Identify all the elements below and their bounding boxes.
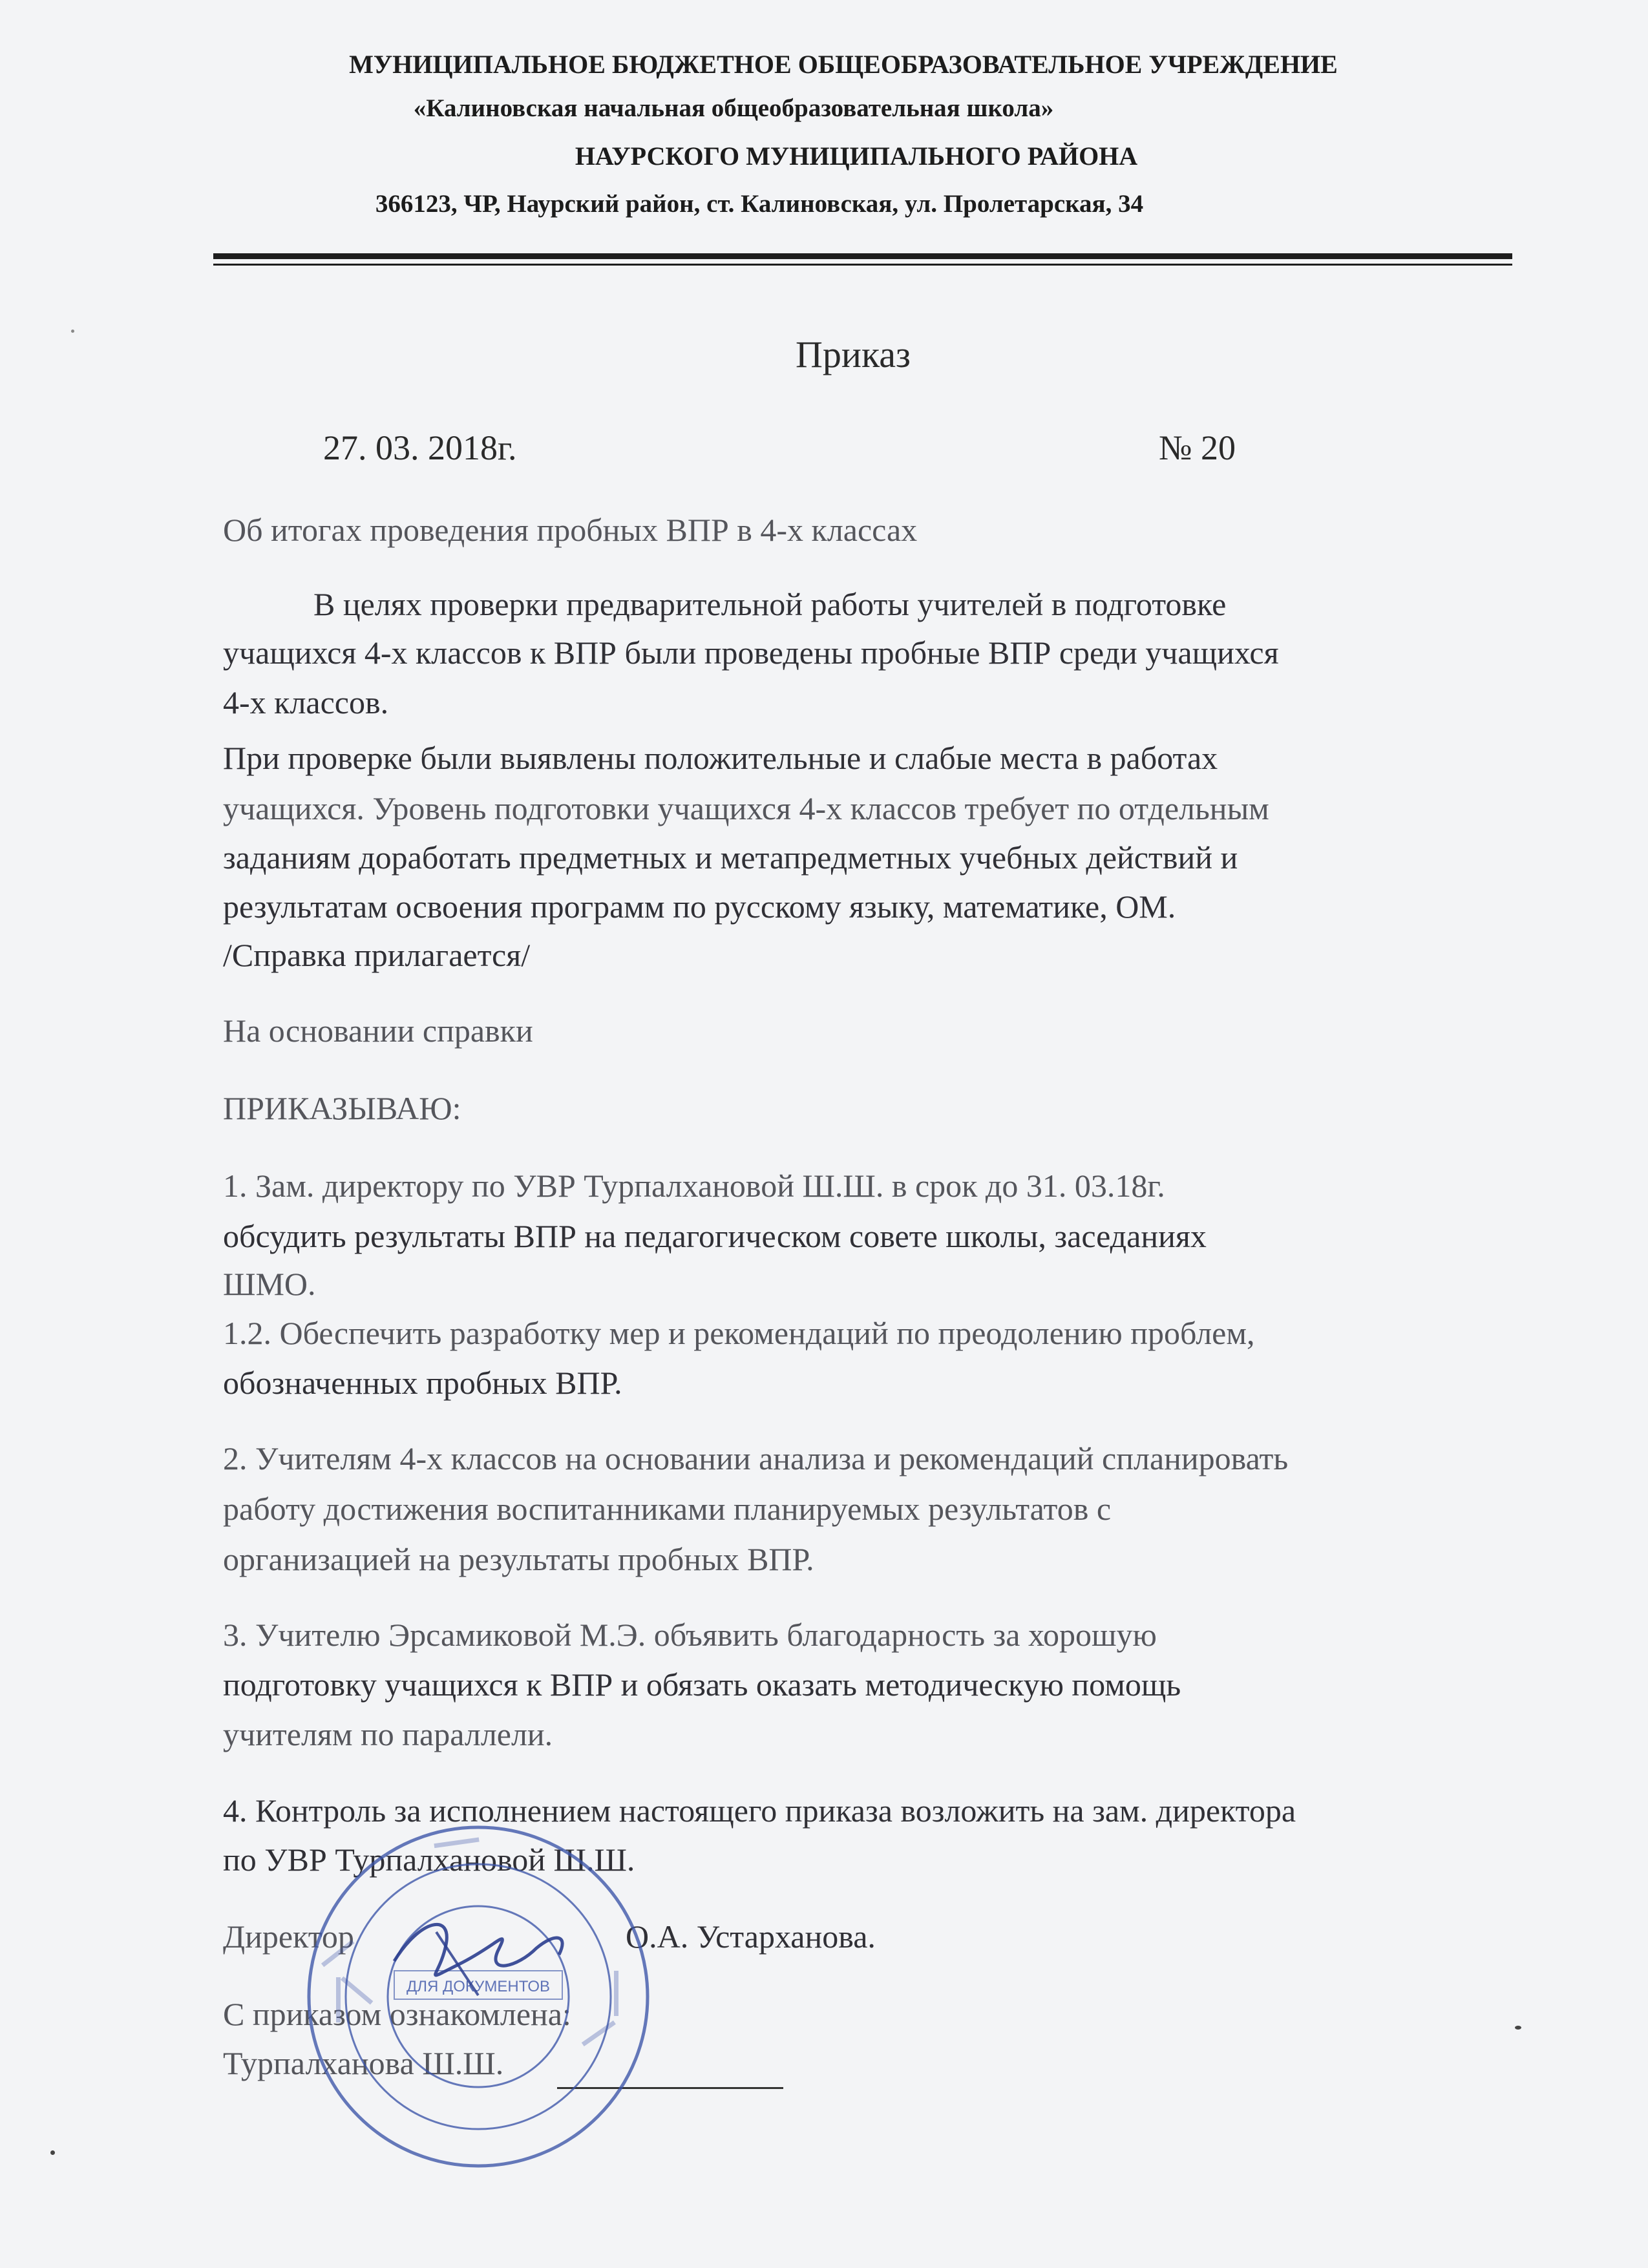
order-subject: Об итогах проведения пробных ВПР в 4-х классах bbox=[223, 512, 918, 548]
item-3-line-1: 3. Учителю Эрсамиковой М.Э. объявить благодарность за хорошую bbox=[223, 1617, 1157, 1653]
director-name: О.А. Устарханова. bbox=[626, 1918, 876, 1955]
body-paragraph-1-line-2: учащихся 4-х классов к ВПР были проведены пробные ВПР среди учащихся bbox=[223, 635, 1279, 671]
item-1-line-2: обсудить результаты ВПР на педагогическом совете школы, заседаниях bbox=[223, 1218, 1207, 1254]
stamp-center-text: ДЛЯ ДОКУМЕНТОВ bbox=[406, 1978, 551, 1995]
acquainted-name: Турпалханова Ш.Ш. bbox=[223, 2045, 504, 2081]
item-1-2-line-2: обозначенных пробных ВПР. bbox=[223, 1365, 622, 1401]
acquainted-label: С приказом ознакомлена: bbox=[223, 1996, 571, 2032]
item-3-line-2: подготовку учащихся к ВПР и обязать оказать методическую помощь bbox=[223, 1666, 1181, 1703]
body-paragraph-2-line-1: При проверке были выявлены положительные и слабые места в работах bbox=[223, 740, 1218, 776]
school-stamp bbox=[304, 1822, 653, 2171]
order-word: ПРИКАЗЫВАЮ: bbox=[223, 1090, 461, 1126]
header-line-2: «Калиновская начальная общеобразовательная школа» bbox=[413, 94, 1054, 122]
item-1-line-1: 1. Зам. директору по УВР Турпалхановой Ш.Ш. в срок до 31. 03.18г. bbox=[223, 1168, 1165, 1204]
item-3-line-3: учителям по параллели. bbox=[223, 1716, 553, 1752]
header-rule-thick bbox=[213, 253, 1512, 259]
body-paragraph-1-line-1: В целях проверки предварительной работы учителей в подготовке bbox=[313, 586, 1227, 622]
body-paragraph-2-line-2: учащихся. Уровень подготовки учащихся 4-х классов требует по отдельным bbox=[223, 790, 1269, 826]
body-paragraph-2-line-3: заданиям доработать предметных и метапредметных учебных действий и bbox=[223, 839, 1238, 876]
scan-speck bbox=[71, 330, 74, 333]
item-1-line-3: ШМО. bbox=[223, 1266, 316, 1302]
director-label: Директор bbox=[223, 1918, 354, 1955]
header-rule-thin bbox=[213, 264, 1512, 266]
body-attachment-note: /Справка прилагается/ bbox=[223, 937, 531, 973]
header-line-1: МУНИЦИПАЛЬНОЕ БЮДЖЕТНОЕ ОБЩЕОБРАЗОВАТЕЛЬНОЕ УЧРЕЖДЕНИЕ bbox=[349, 50, 1338, 79]
item-1-2-line-1: 1.2. Обеспечить разработку мер и рекомендаций по преодолению проблем, bbox=[223, 1315, 1255, 1351]
header-line-4: 366123, ЧР, Наурский район, ст. Калиновская, ул. Пролетарская, 34 bbox=[375, 190, 1144, 218]
item-2-line-1: 2. Учителям 4-х классов на основании анализа и рекомендаций спланировать bbox=[223, 1440, 1289, 1476]
item-4-line-2: по УВР Турпалхановой Ш.Ш. bbox=[223, 1842, 635, 1878]
item-4-line-1: 4. Контроль за исполнением настоящего приказа возложить на зам. директора bbox=[223, 1792, 1296, 1829]
scan-speck bbox=[1515, 2026, 1521, 2030]
header-line-3: НАУРСКОГО МУНИЦИПАЛЬНОГО РАЙОНА bbox=[575, 142, 1138, 171]
basis-line: На основании справки bbox=[223, 1013, 533, 1049]
item-2-line-2: работу достижения воспитанниками планируемых результатов с bbox=[223, 1491, 1112, 1527]
body-paragraph-2-line-4: результатам освоения программ по русскому языку, математике, ОМ. bbox=[223, 888, 1176, 925]
scan-speck bbox=[50, 2150, 55, 2155]
body-paragraph-1-line-3: 4-х классов. bbox=[223, 684, 389, 720]
document-title: Приказ bbox=[796, 333, 911, 375]
director-signature-mark bbox=[394, 1924, 562, 1975]
item-2-line-3: организацией на результаты пробных ВПР. bbox=[223, 1541, 814, 1577]
order-number: № 20 bbox=[1159, 428, 1236, 467]
order-date: 27. 03. 2018г. bbox=[323, 428, 517, 467]
